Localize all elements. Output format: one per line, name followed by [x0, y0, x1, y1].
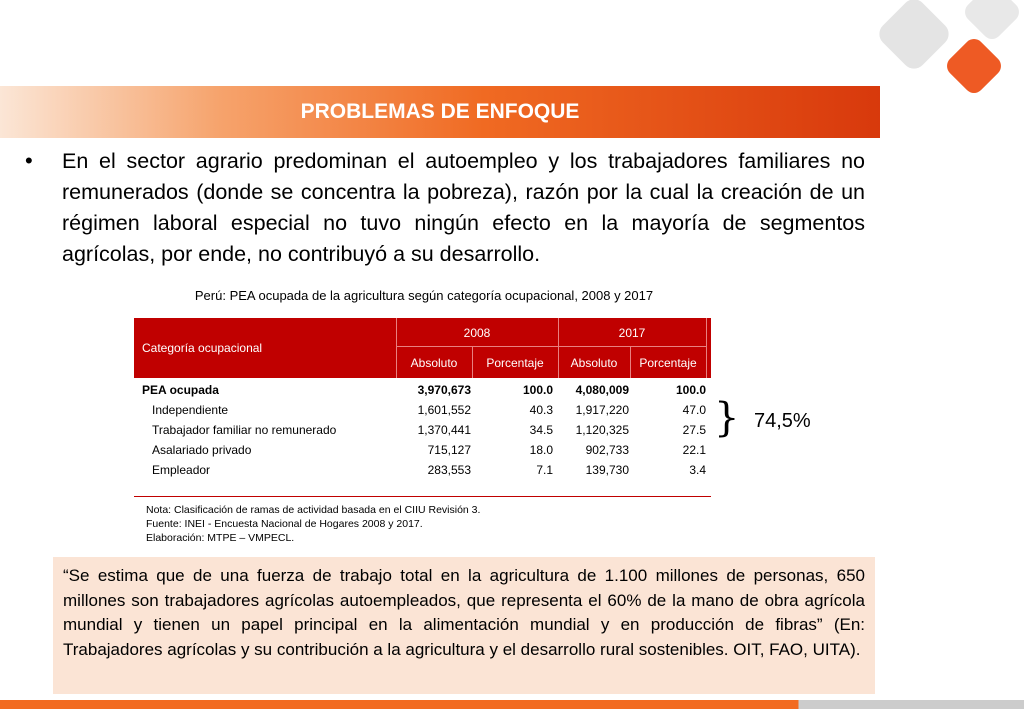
cell-absoluto-2017: 1,917,220: [575, 403, 629, 417]
header-porcentaje-2008: Porcentaje: [486, 356, 544, 370]
data-table: [134, 318, 711, 480]
logo-grey-diamond-icon: [874, 0, 953, 74]
cell-porcentaje-2008: 40.3: [529, 403, 553, 417]
brand-logo: [872, 0, 1024, 112]
header-divider: [396, 318, 397, 378]
table-row: [134, 460, 711, 480]
logo-grey-diamond-small-icon: [961, 0, 1023, 43]
header-divider: [472, 346, 473, 378]
footer-stripe: [0, 700, 1024, 709]
header-divider: [396, 346, 707, 347]
header-absoluto-2008: Absoluto: [410, 356, 458, 370]
header-divider: [706, 318, 707, 378]
table-row: [134, 420, 711, 440]
page-title: PROBLEMAS DE ENFOQUE: [300, 100, 580, 123]
row-label: PEA ocupada: [142, 383, 219, 397]
table-notes: [146, 503, 480, 545]
row-label: Independiente: [152, 403, 229, 417]
note-line: Fuente: INEI - Encuesta Nacional de Hogares 2008 y 2017.: [146, 518, 423, 530]
logo-orange-diamond-icon: [943, 35, 1005, 97]
cell-porcentaje-2008: 100.0: [522, 383, 553, 397]
cell-porcentaje-2017: 100.0: [675, 383, 706, 397]
header-year-2017: 2017: [618, 326, 646, 340]
main-paragraph: En el sector agrario predominan el autoempleo y los trabajadores familiares no remunerados (donde se concentra la pobreza), razón por la cual la creación de un régimen laboral especial no tuvo ningún efecto en la mayoría de segmentos agrícolas, por ende, no contribuyó a su desarrollo.: [62, 149, 865, 266]
row-label: Empleador: [152, 463, 211, 477]
quote-text: “Se estima que de una fuerza de trabajo total en la agricultura de 1.100 millones de personas, 650 millones son trabajadores agrícolas autoempleados, que representa el 60% de la mano de obra agrícola mundial y tienen un papel principal en la alimentación mundial y en producción de fibras” (En: Trabajadores agrícolas y su contribución a la agricultura y el desarrollo rural sostenibles. OIT, FAO, UITA).: [63, 566, 865, 659]
cell-absoluto-2008: 715,127: [427, 443, 471, 457]
note-line: Elaboración: MTPE – VMPECL.: [146, 532, 295, 544]
bullet-marker: •: [25, 148, 33, 173]
note-line: Nota: Clasificación de ramas de actividad basada en el CIIU Revisión 3.: [146, 504, 481, 516]
cell-absoluto-2008: 1,601,552: [417, 403, 471, 417]
cell-porcentaje-2017: 27.5: [682, 423, 706, 437]
cell-absoluto-2008: 283,553: [427, 463, 471, 477]
row-label: Trabajador familiar no remunerado: [152, 423, 337, 437]
header-divider: [558, 318, 559, 378]
table-caption: Perú: PEA ocupada de la agricultura según categoría ocupacional, 2008 y 2017: [194, 288, 654, 303]
quote-box: [53, 557, 875, 694]
cell-porcentaje-2008: 18.0: [529, 443, 553, 457]
header-category: Categoría ocupacional: [142, 341, 263, 355]
cell-porcentaje-2017: 3.4: [689, 463, 706, 477]
table-row: [134, 380, 711, 400]
cell-absoluto-2008: 3,970,673: [417, 383, 471, 397]
table-row: [134, 440, 711, 460]
brace-label: 74,5%: [754, 410, 811, 432]
header-porcentaje-2017: Porcentaje: [639, 356, 697, 370]
cell-absoluto-2017: 139,730: [585, 463, 629, 477]
header-year-2008: 2008: [463, 326, 491, 340]
cell-porcentaje-2017: 47.0: [682, 403, 706, 417]
cell-absoluto-2008: 1,370,441: [417, 423, 471, 437]
row-label: Asalariado privado: [152, 443, 252, 457]
cell-absoluto-2017: 4,080,009: [575, 383, 629, 397]
cell-absoluto-2017: 1,120,325: [575, 423, 629, 437]
cell-absoluto-2017: 902,733: [585, 443, 629, 457]
cell-porcentaje-2008: 7.1: [536, 463, 553, 477]
header-divider: [630, 346, 631, 378]
header-absoluto-2017: Absoluto: [570, 356, 618, 370]
table-header: [134, 318, 711, 378]
cell-porcentaje-2017: 22.1: [682, 443, 706, 457]
right-brace-icon: }: [714, 395, 740, 441]
title-banner: [0, 86, 880, 138]
table-row: [134, 400, 711, 420]
cell-porcentaje-2008: 34.5: [529, 423, 553, 437]
table-bottom-rule: [134, 496, 711, 497]
